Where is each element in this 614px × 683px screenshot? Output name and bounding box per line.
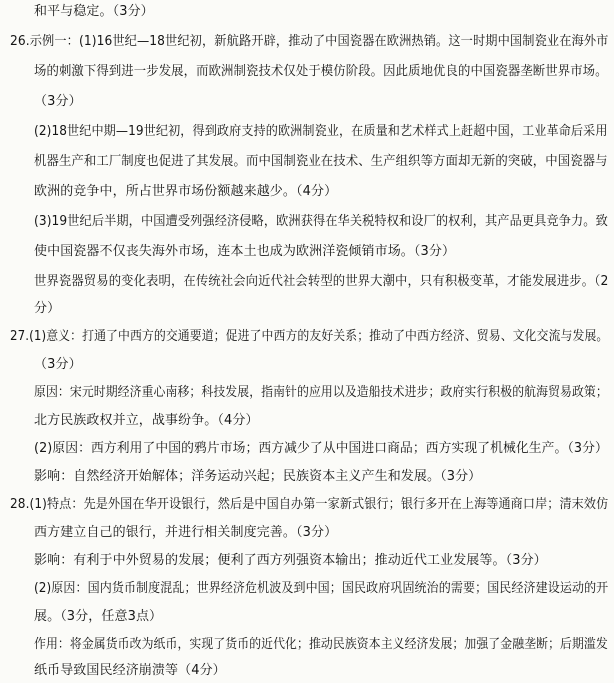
- text-line: 28.(1)特点：先是外国在华开设银行，然后是中国自办第一家新式银行；银行多开在上海等通商口岸；清末效仿: [10, 497, 609, 512]
- text-line: 北方民族政权并立，战事纷争。（4分）: [34, 413, 259, 428]
- text-line: 影响：自然经济开始解体；洋务运动兴起；民族资本主义产生和发展。（3分）: [34, 469, 482, 484]
- text-line: 原因：宋元时期经济重心南移；科技发展，指南针的应用以及造船技术进步；政府实行积极的航海贸易政策；: [34, 385, 608, 400]
- text-line: 和平与稳定。（3分）: [34, 4, 154, 19]
- text-line: （3分）: [34, 357, 82, 372]
- text-line: 机器生产和工厂制度也促进了其发展。而中国制瓷业在技术、生产组织等方面却无新的突破，中国瓷器与: [34, 154, 608, 169]
- text-line: 27.(1)意义：打通了中西方的交通要道；促进了中西方的友好关系；推动了中西方经济、贸易、文化交流与发展。: [10, 329, 609, 344]
- text-line: (2)18世纪中期—19世纪初，得到政府支持的欧洲制瓷业，在质量和艺术样式上赶超中国，工业革命后采用: [34, 124, 608, 139]
- text-line: 分）: [34, 301, 61, 316]
- text-line: (3)19世纪后半期，中国遭受列强经济侵略，欧洲获得在华关税特权和设厂的权利，其产品更具竞争力。致: [34, 214, 608, 229]
- text-line: 世界瓷器贸易的变化表明，在传统社会向近代社会转型的世界大潮中，只有积极变革，才能发展进步。（2: [34, 274, 609, 289]
- text-line: 使中国瓷器不仅丧失海外市场，连本土也成为欧洲洋瓷倾销市场。（3分）: [34, 244, 456, 259]
- text-line: （3分）: [34, 94, 82, 109]
- text-line: 影响：有利于中外贸易的发展；便利了西方列强资本输出；推动近代工业发展等。（3分）: [34, 553, 547, 568]
- text-line: 作用：将金属货币改为纸币，实现了货币的近代化；推动民族资本主义经济发展；加强了金融垄断；后期滥发: [34, 637, 608, 652]
- text-line: 场的刺激下得到进一步发展，而欧洲制瓷技术仅处于模仿阶段。因此质地优良的中国瓷器垄断世界市场。: [34, 64, 608, 79]
- text-line: 西方建立自己的银行，并进行相关制度完善。（3分）: [34, 525, 338, 540]
- text-line: 纸币导致国民经济崩溃等（4分）: [34, 663, 226, 678]
- text-line: 展。（3分，任意3点）: [34, 609, 163, 624]
- text-line: (2)原因：西方利用了中国的鸦片市场；西方减少了从中国进口商品；西方实现了机械化生产。（3分）: [34, 441, 608, 456]
- text-line: 欧洲的竞争中，所占世界市场份额越来越少。（4分）: [34, 184, 338, 199]
- text-line: (2)原因：国内货币制度混乱；世界经济危机波及到中国；国民政府巩固统治的需要；国民经济建设运动的开: [34, 581, 609, 596]
- text-line: 26.示例一：(1)16世纪—18世纪初，新航路开辟，推动了中国瓷器在欧洲热销。这一时期中国制瓷业在海外市: [10, 34, 609, 49]
